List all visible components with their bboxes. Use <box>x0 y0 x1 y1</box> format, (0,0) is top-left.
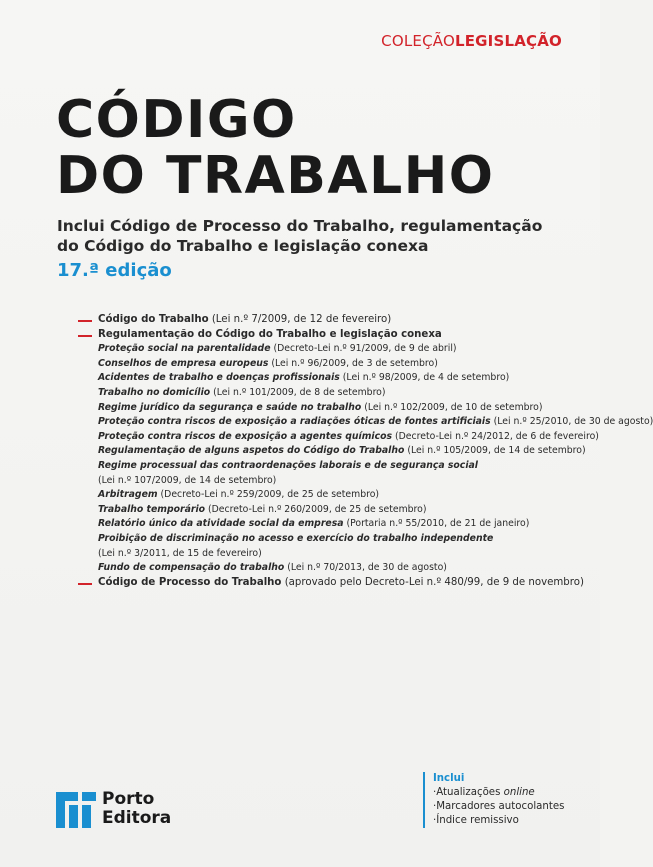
item-label: Trabalho no domicílio <box>98 386 211 398</box>
collection-prefix: COLEÇÃO <box>381 32 455 50</box>
publisher-name-line1: Porto <box>102 789 155 809</box>
edition-label: 17.ª edição <box>57 260 172 281</box>
dash-marker <box>78 335 92 337</box>
includes-item-text: ·Marcadores autocolantes <box>433 801 565 812</box>
regulations-list <box>78 342 653 576</box>
item-label: Código de Processo do Trabalho <box>98 576 282 588</box>
list-item <box>98 415 653 430</box>
list-item <box>98 444 588 459</box>
list-item-continuation: (Lei n.º 3/2011, de 15 de fevereiro) <box>98 547 262 559</box>
item-detail: (Decreto-Lei n.º 259/2009, de 25 de setembro) <box>160 489 380 501</box>
includes-item-text: ·Índice remissivo <box>433 815 519 826</box>
list-item <box>98 430 599 445</box>
list-item <box>98 561 588 576</box>
item-detail: (Lei n.º 102/2009, de 10 de setembro) <box>364 401 543 413</box>
item-label: Proteção contra riscos de exposição a radiações óticas de fontes artificiais <box>98 416 491 428</box>
item-detail: (Decreto-Lei n.º 91/2009, de 9 de abril) <box>273 343 457 355</box>
contents-item-regulamentacao <box>78 328 588 343</box>
item-label: Fundo de compensação do trabalho <box>98 562 285 574</box>
list-item <box>98 342 588 357</box>
item-label: Relatório único da atividade social da empresa <box>98 518 344 530</box>
item-label: Proteção social na parentalidade <box>98 343 271 355</box>
includes-item-text: ·Atualizações <box>433 787 504 798</box>
item-label: Arbitragem <box>98 489 158 501</box>
includes-item-italic: online <box>503 787 535 798</box>
includes-item <box>433 800 593 814</box>
contents-list <box>78 313 653 590</box>
book-title-line1: CÓDIGO <box>56 90 297 150</box>
publisher-name <box>102 790 171 828</box>
item-label: Acidentes de trabalho e doenças profissionais <box>98 372 340 384</box>
item-label: Proibição de discriminação no acesso e exercício do trabalho independente <box>98 532 494 544</box>
item-detail: (Lei n.º 96/2009, de 3 de setembro) <box>271 357 438 369</box>
item-label: Código do Trabalho <box>98 314 209 325</box>
list-item <box>98 459 588 474</box>
publisher-logo <box>56 786 206 834</box>
item-label: Regime processual das contraordenações laborais e de segurança social <box>98 459 478 471</box>
item-label: Regime jurídico da segurança e saúde no trabalho <box>98 401 362 413</box>
includes-item <box>433 786 593 800</box>
item-label: Conselhos de empresa europeus <box>98 357 269 369</box>
subtitle-line1: Inclui Código de Processo do Trabalho, regulamentação <box>57 217 543 235</box>
list-item <box>98 532 588 547</box>
list-item <box>98 386 588 401</box>
item-detail: (Lei n.º 7/2009, de 12 de fevereiro) <box>211 314 392 325</box>
includes-box <box>423 772 593 828</box>
item-detail: (Lei n.º 25/2010, de 30 de agosto) <box>493 416 653 428</box>
subtitle-line2: do Código do Trabalho e legislação conexa <box>57 237 429 255</box>
dash-marker <box>78 320 92 322</box>
list-item <box>98 488 588 503</box>
book-subtitle <box>57 216 577 256</box>
publisher-name-line2: Editora <box>102 808 172 828</box>
list-item-continuation: (Lei n.º 107/2009, de 14 de setembro) <box>98 474 277 486</box>
item-detail: (Lei n.º 101/2009, de 8 de setembro) <box>213 386 386 398</box>
contents-item-codigo-trabalho <box>78 313 588 328</box>
porto-editora-logo-icon <box>56 790 96 830</box>
list-item <box>98 357 588 372</box>
item-label: Trabalho temporário <box>98 503 206 515</box>
list-item <box>98 517 588 532</box>
book-title <box>56 92 494 204</box>
item-label: Regulamentação de alguns aspetos do Código do Trabalho <box>98 445 405 457</box>
item-detail: (Lei n.º 70/2013, de 30 de agosto) <box>287 562 447 574</box>
collection-emphasis: LEGISLAÇÃO <box>454 32 562 50</box>
item-detail: (Lei n.º 105/2009, de 14 de setembro) <box>407 445 586 457</box>
includes-item <box>433 814 593 828</box>
list-item <box>98 371 588 386</box>
item-label: Proteção contra riscos de exposição a agentes químicos <box>98 430 393 442</box>
includes-heading: Inclui <box>433 773 465 784</box>
list-item <box>98 401 588 416</box>
item-detail: (Lei n.º 98/2009, de 4 de setembro) <box>342 372 510 384</box>
item-label: Regulamentação do Código do Trabalho e legislação conexa <box>98 328 442 340</box>
list-item <box>98 503 588 518</box>
book-title-line2: DO TRABALHO <box>56 146 495 206</box>
item-detail: (aprovado pelo Decreto-Lei n.º 480/99, de 9 de novembro) <box>284 576 584 588</box>
item-detail: (Decreto-Lei n.º 260/2009, de 25 de setembro) <box>208 503 427 515</box>
contents-item-processo-trabalho <box>78 576 588 591</box>
dash-marker <box>78 583 92 585</box>
collection-label <box>381 32 562 50</box>
item-detail: (Portaria n.º 55/2010, de 21 de janeiro) <box>346 518 530 530</box>
item-detail: (Decreto-Lei n.º 24/2012, de 6 de fevereiro) <box>394 430 599 442</box>
